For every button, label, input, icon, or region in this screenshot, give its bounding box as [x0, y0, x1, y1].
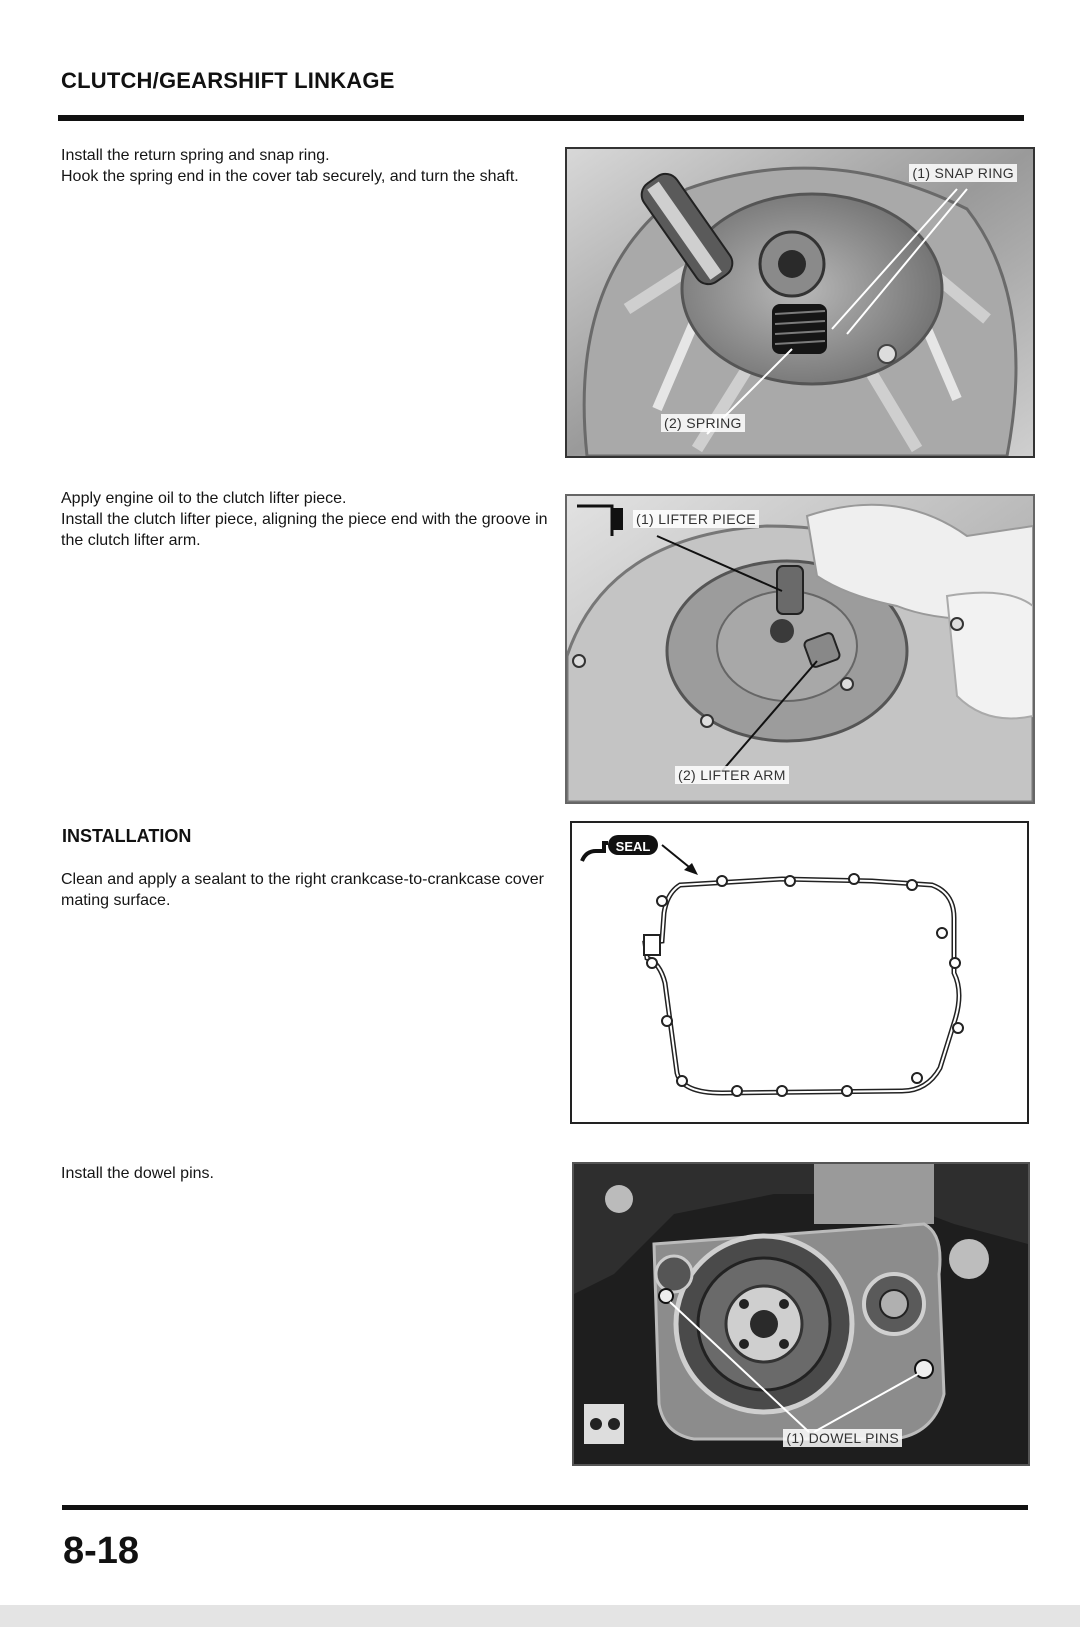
lifter-arm-callout: (2) LIFTER ARM	[675, 766, 789, 784]
sealant-diagram	[570, 821, 1029, 1124]
step-1-line-2: Hook the spring end in the cover tab securely, and turn the shaft.	[61, 168, 519, 185]
step-2-line-2: Install the clutch lifter piece, aligning the piece end with the groove in the clutch lifter arm.	[61, 511, 548, 549]
step-2-line-1: Apply engine oil to the clutch lifter piece.	[61, 490, 347, 507]
snap-ring-spring-photo	[565, 147, 1035, 458]
lifter-piece-callout: (1) LIFTER PIECE	[633, 510, 759, 528]
step-1-text	[61, 145, 551, 187]
bottom-margin	[0, 1605, 1080, 1627]
dowel-pins-callout: (1) DOWEL PINS	[783, 1429, 902, 1447]
snap-ring-callout: (1) SNAP RING	[909, 164, 1017, 182]
step-1-line-1: Install the return spring and snap ring.	[61, 147, 330, 164]
step-2-text	[61, 488, 551, 551]
page-number: 8-18	[63, 1530, 140, 1572]
header-rule	[58, 115, 1024, 121]
lifter-piece-photo	[565, 494, 1035, 804]
seal-label: SEAL	[615, 839, 651, 854]
installation-heading: INSTALLATION	[62, 826, 192, 846]
page-title: CLUTCH/GEARSHIFT LINKAGE	[61, 68, 395, 93]
lifter-piece-illustration	[567, 496, 1033, 802]
installation-line: Clean and apply a sealant to the right crankcase-to-crankcase cover mating surface.	[61, 871, 544, 909]
dowel-pins-illustration	[574, 1164, 1028, 1464]
crankcase-gasket-outline	[572, 823, 1027, 1122]
footer-rule	[62, 1505, 1028, 1510]
snap-ring-spring-illustration	[567, 149, 1033, 456]
installation-text	[61, 869, 551, 911]
dowel-step-text	[61, 1163, 551, 1184]
dowel-pins-photo	[572, 1162, 1030, 1466]
dowel-step-line: Install the dowel pins.	[61, 1165, 214, 1182]
spring-callout: (2) SPRING	[661, 414, 745, 432]
